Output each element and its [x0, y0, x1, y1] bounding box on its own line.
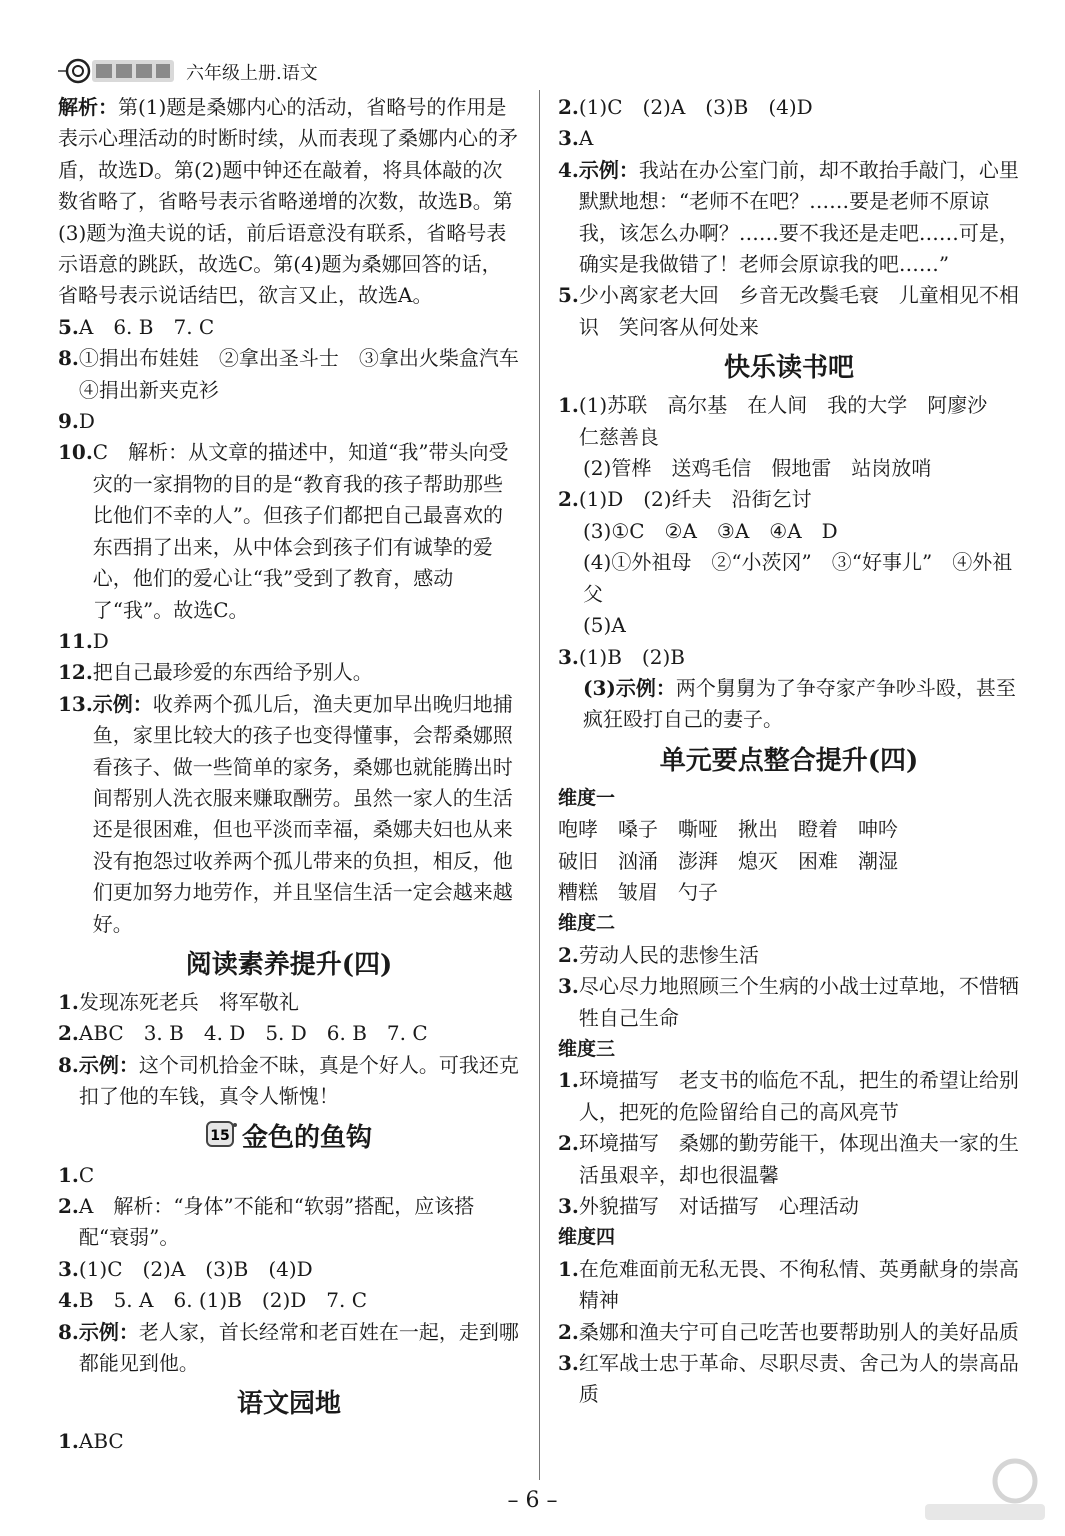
answer-number: 2. [558, 942, 579, 967]
answer-item [558, 1254, 1020, 1317]
answer-text [579, 155, 1020, 281]
answer-item [58, 437, 520, 625]
answer-body: 我站在办公室门前，却不敢抬手敲门，心里默默地想：“老师不在吧？……要是老师不原谅我，该怎么办啊？……要不我还是走吧……可是，确实是我做错了！老师会原谅我的吧……” [578, 157, 1019, 277]
answer-item [558, 971, 1020, 1034]
answer-item [58, 689, 520, 940]
answer-item [558, 390, 1020, 453]
answer-item [58, 92, 520, 312]
answer-number: 5. [58, 314, 79, 339]
answer-number: 10. [58, 440, 93, 465]
answer-item [58, 1254, 520, 1285]
answer-body: B 5. A 6. (1)B (2)D 7. C [78, 1288, 368, 1313]
section-title [58, 1119, 520, 1157]
lesson-number-badge [206, 1119, 238, 1149]
dimension-heading: 维度一 [558, 786, 616, 809]
answer-item [58, 1426, 520, 1457]
answer-item [558, 547, 1020, 610]
right-column [558, 92, 1020, 1411]
answer-number: 2. [558, 1131, 579, 1156]
answer-body: (4)①外祖母 ②“小茨冈” ③“好事儿” ④外祖父 [583, 550, 1013, 606]
answer-number: 1. [58, 1429, 79, 1454]
answer-text [79, 1160, 520, 1191]
answer-number: 8. [58, 1319, 79, 1344]
answer-text [78, 343, 539, 406]
answer-body: 第(1)题是桑娜内心的活动，省略号的作用是表示心理活动的时断时续，从而表现了桑娜内心的矛盾，故选D。第(2)题中钟还在敲着，将具体敲的次数省略了，省略号表示省略递增的次数，故选B。第(3)题为渔夫说的话，前后语意没有联系，省略号表示语意的跳跃，故选C。第(4)题为桑娜回答的话，省略号表示说话结巴，欲言又止，故选A。 [58, 95, 518, 308]
answer-item [558, 280, 1020, 343]
answer-text [579, 390, 1020, 453]
answer-number: 8. [58, 346, 79, 371]
answer-item [558, 673, 1020, 736]
answer-item [558, 1191, 1020, 1222]
answer-body: C [78, 1162, 95, 1187]
answer-number: 2. [58, 1194, 79, 1218]
answer-item [58, 406, 520, 437]
answer-text [579, 1065, 1020, 1128]
answer-number: 11. [58, 628, 93, 653]
answer-body: A 解析：“身体”不能和“软弱”搭配，应该搭配“衰弱”。 [78, 1194, 475, 1250]
word-list: 糟糕 皱眉 勺子 [558, 879, 718, 904]
answer-number: 3. [558, 126, 579, 151]
answer-item [558, 155, 1020, 281]
watermark-logo-icon [915, 1456, 1055, 1526]
answer-item [58, 1285, 520, 1316]
answer-item [58, 987, 520, 1018]
answer-body: ①捐出布娃娃 ②拿出圣斗士 ③拿出火柴盒汽车 ④捐出新夹克衫 [78, 346, 539, 402]
answer-text [583, 610, 1020, 641]
answer-item [558, 516, 1020, 547]
answer-body: (5)A [583, 613, 626, 638]
answer-text [583, 673, 1020, 736]
answer-body: 尽心尽力地照顾三个生病的小战士过草地，不惜牺牲自己生命 [578, 974, 1019, 1030]
word-row [558, 814, 1020, 845]
answer-label: 示例： [578, 157, 639, 182]
page-number: – 6 – [507, 1488, 558, 1513]
answer-number: 1. [58, 1162, 79, 1187]
answer-number: 2. [58, 1021, 79, 1046]
answer-body: (1)C (2)A (3)B (4)D [578, 95, 813, 119]
answer-text [79, 1254, 520, 1285]
lesson-number: 15 [210, 1127, 230, 1144]
section-title [58, 946, 520, 984]
answer-text [579, 940, 1020, 971]
dimension-heading: 维度三 [558, 1037, 616, 1060]
answer-text [579, 92, 1020, 123]
answer-item [58, 626, 520, 657]
answer-number: 13. [58, 691, 93, 716]
answer-text [579, 1317, 1020, 1348]
answer-number: 9. [58, 409, 79, 434]
answer-item [558, 1065, 1020, 1128]
answer-body: A 6. B 7. C [78, 314, 215, 339]
answer-item [58, 312, 520, 343]
answer-body: 环境描写 桑娜的勤劳能干，体现出渔夫一家的生活虽艰辛，却也很温馨 [578, 1131, 1019, 1187]
answer-body: (2)管桦 送鸡毛信 假地雷 站岗放哨 [583, 456, 932, 481]
answer-body: 环境描写 老支书的临危不乱，把生的希望让给别人，把死的危险留给自己的高风亮节 [578, 1068, 1019, 1124]
answer-number: 3. [558, 974, 579, 999]
answer-item [58, 1160, 520, 1191]
answer-text [579, 1348, 1020, 1411]
answer-number: 2. [558, 487, 579, 512]
answer-body: (1)D (2)纤夫 沿街乞讨 [578, 487, 812, 512]
answer-text [579, 123, 1020, 154]
answer-item [558, 92, 1020, 123]
answer-item [558, 940, 1020, 971]
answer-body: 收养两个孤儿后，渔夫更加早出晚归地捕鱼，家里比较大的孩子也变得懂事，会帮桑娜照看孩子、做一些简单的家务，桑娜也就能腾出时间帮别人洗衣服来赚取酬劳。虽然一家人的生活还是很困难，但也平淡而幸福，桑娜夫妇也从来没有抱怨过收养两个孤儿带来的负担，相反，他们更加努力地劳作，并且坚信生活一定会越来越好。 [92, 691, 513, 936]
answer-body: (1)C (2)A (3)B (4)D [78, 1256, 313, 1281]
section-title-text: 阅读素养提升(四) [185, 949, 393, 980]
answer-label: 示例： [78, 1052, 139, 1077]
answer-text [79, 1285, 520, 1316]
answer-text [579, 1254, 1020, 1317]
answer-body: 桑娜和渔夫宁可自己吃苦也要帮助别人的美好品质 [578, 1319, 1019, 1344]
answer-text [79, 987, 520, 1018]
page-header [58, 56, 358, 90]
answer-item [58, 1317, 520, 1380]
column-divider [539, 90, 540, 1480]
answer-item [558, 1128, 1020, 1191]
answer-number: 4. [558, 157, 579, 182]
answer-text [93, 657, 520, 688]
answer-text [79, 1426, 520, 1457]
answer-text [93, 689, 520, 940]
answer-body: (1)B (2)B [578, 644, 685, 669]
answer-number: 1. [558, 1256, 579, 1281]
answer-body: D [92, 628, 109, 653]
answer-body: 劳动人民的悲惨生活 [578, 942, 759, 967]
answer-text [79, 1018, 520, 1049]
answer-item [58, 657, 520, 688]
answer-body: 少小离家老大回 乡音无改鬓毛衰 儿童相见不相识 笑问客从何处来 [578, 283, 1019, 339]
answer-number: 1. [558, 1068, 579, 1093]
answer-text [579, 1191, 1020, 1222]
answer-text [579, 642, 1020, 673]
answer-number: 1. [558, 393, 579, 418]
answer-number: 4. [58, 1288, 79, 1313]
brand-logo-icon [58, 56, 178, 86]
answer-text [579, 971, 1020, 1034]
answer-body: 把自己最珍爱的东西给予别人。 [92, 660, 373, 685]
answer-number: 1. [58, 989, 79, 1014]
book-title: 六年级上册.语文 [186, 63, 318, 84]
dimension-heading: 维度四 [558, 1226, 616, 1249]
answer-body: C 解析：从文章的描述中，知道“我”带头向受灾的一家捐物的目的是“教育我的孩子帮助那些比他们不幸的人”。但孩子们都把自己最喜欢的东西捐了出来，从中体会到孩子们有诚挚的爱心，他们的爱心让“我”受到了教育，感动了“我”。故选C。 [92, 440, 509, 622]
answer-text [79, 312, 520, 343]
answer-number: 2. [558, 95, 579, 119]
word-row [558, 877, 1020, 908]
answer-text [579, 1128, 1020, 1191]
answer-body: ABC [78, 1429, 124, 1454]
answer-item [558, 1348, 1020, 1411]
section-title [558, 349, 1020, 387]
answer-text [583, 453, 1020, 484]
answer-number: 3. [58, 1256, 79, 1281]
answer-number: 3. [558, 644, 579, 669]
answer-text [79, 1191, 520, 1254]
answer-text [79, 1317, 520, 1380]
answer-text [58, 92, 520, 312]
section-title-text: 单元要点整合提升(四) [659, 745, 919, 776]
word-list: 咆哮 嗓子 嘶哑 揪出 瞪着 呻吟 [558, 817, 898, 842]
answer-body: ABC 3. B 4. D 5. D 6. B 7. C [78, 1021, 428, 1046]
answer-number: 2. [558, 1319, 579, 1344]
answer-body: 外貌描写 对话描写 心理活动 [578, 1194, 859, 1218]
answer-body: A [578, 126, 594, 151]
answer-body: 老人家，首长经常和老百姓在一起，走到哪都能见到他。 [78, 1319, 519, 1376]
section-title-text: 语文园地 [236, 1389, 341, 1420]
answer-item [558, 484, 1020, 515]
section-title [58, 1385, 520, 1423]
answer-item [558, 1317, 1020, 1348]
answer-number: 8. [58, 1052, 79, 1077]
left-column [58, 92, 539, 1458]
answer-number: 5. [558, 283, 579, 308]
dimension-heading: 维度二 [558, 912, 616, 935]
answer-item [558, 642, 1020, 673]
answer-text [579, 280, 1020, 343]
word-list: 破旧 汹涌 澎湃 熄灭 困难 潮湿 [558, 848, 898, 873]
answer-item [558, 123, 1020, 154]
answer-label: 示例： [78, 1319, 139, 1344]
section-title-text: 快乐读书吧 [723, 353, 854, 384]
answer-number: 3. [558, 1194, 579, 1218]
answer-body: 两个舅舅为了争夺家产争吵斗殴，甚至疯狂殴打自己的妻子。 [583, 675, 1016, 732]
answer-body: 这个司机拾金不昧，真是个好人。可我还克扣了他的车钱，真令人惭愧！ [78, 1052, 519, 1109]
section-title [558, 742, 1020, 780]
answer-number: 12. [58, 660, 93, 685]
answer-item [58, 1050, 520, 1113]
answer-text [583, 516, 1020, 547]
section-title-text: 金色的鱼钩 [241, 1122, 372, 1153]
answer-text [93, 437, 520, 625]
answer-label: 解析： [58, 95, 118, 119]
answer-item [58, 1018, 520, 1049]
answer-label: (3)示例： [583, 675, 676, 700]
answer-item [58, 343, 539, 406]
answer-text [583, 547, 1020, 610]
word-row [558, 846, 1020, 877]
answer-text [79, 1050, 520, 1113]
answer-text [79, 406, 520, 437]
answer-text [579, 484, 1020, 515]
answer-body: (3)①C ②A ③A ④A D [583, 518, 838, 543]
answer-body: 在危难面前无私无畏、不徇私情、英勇献身的崇高精神 [578, 1256, 1019, 1313]
answer-text [93, 626, 520, 657]
answer-item [558, 453, 1020, 484]
answer-item [58, 1191, 520, 1254]
answer-label: 示例： [92, 691, 153, 716]
answer-body: 红军战士忠于革命、尽职尽责、舍己为人的崇高品质 [578, 1351, 1019, 1407]
answer-body: D [78, 409, 95, 434]
answer-body: 发现冻死老兵 将军敬礼 [78, 989, 299, 1014]
answer-item [558, 610, 1020, 641]
answer-body: (1)苏联 高尔基 在人间 我的大学 阿廖沙 仁慈善良 [578, 393, 1008, 449]
answer-number: 3. [558, 1351, 579, 1376]
